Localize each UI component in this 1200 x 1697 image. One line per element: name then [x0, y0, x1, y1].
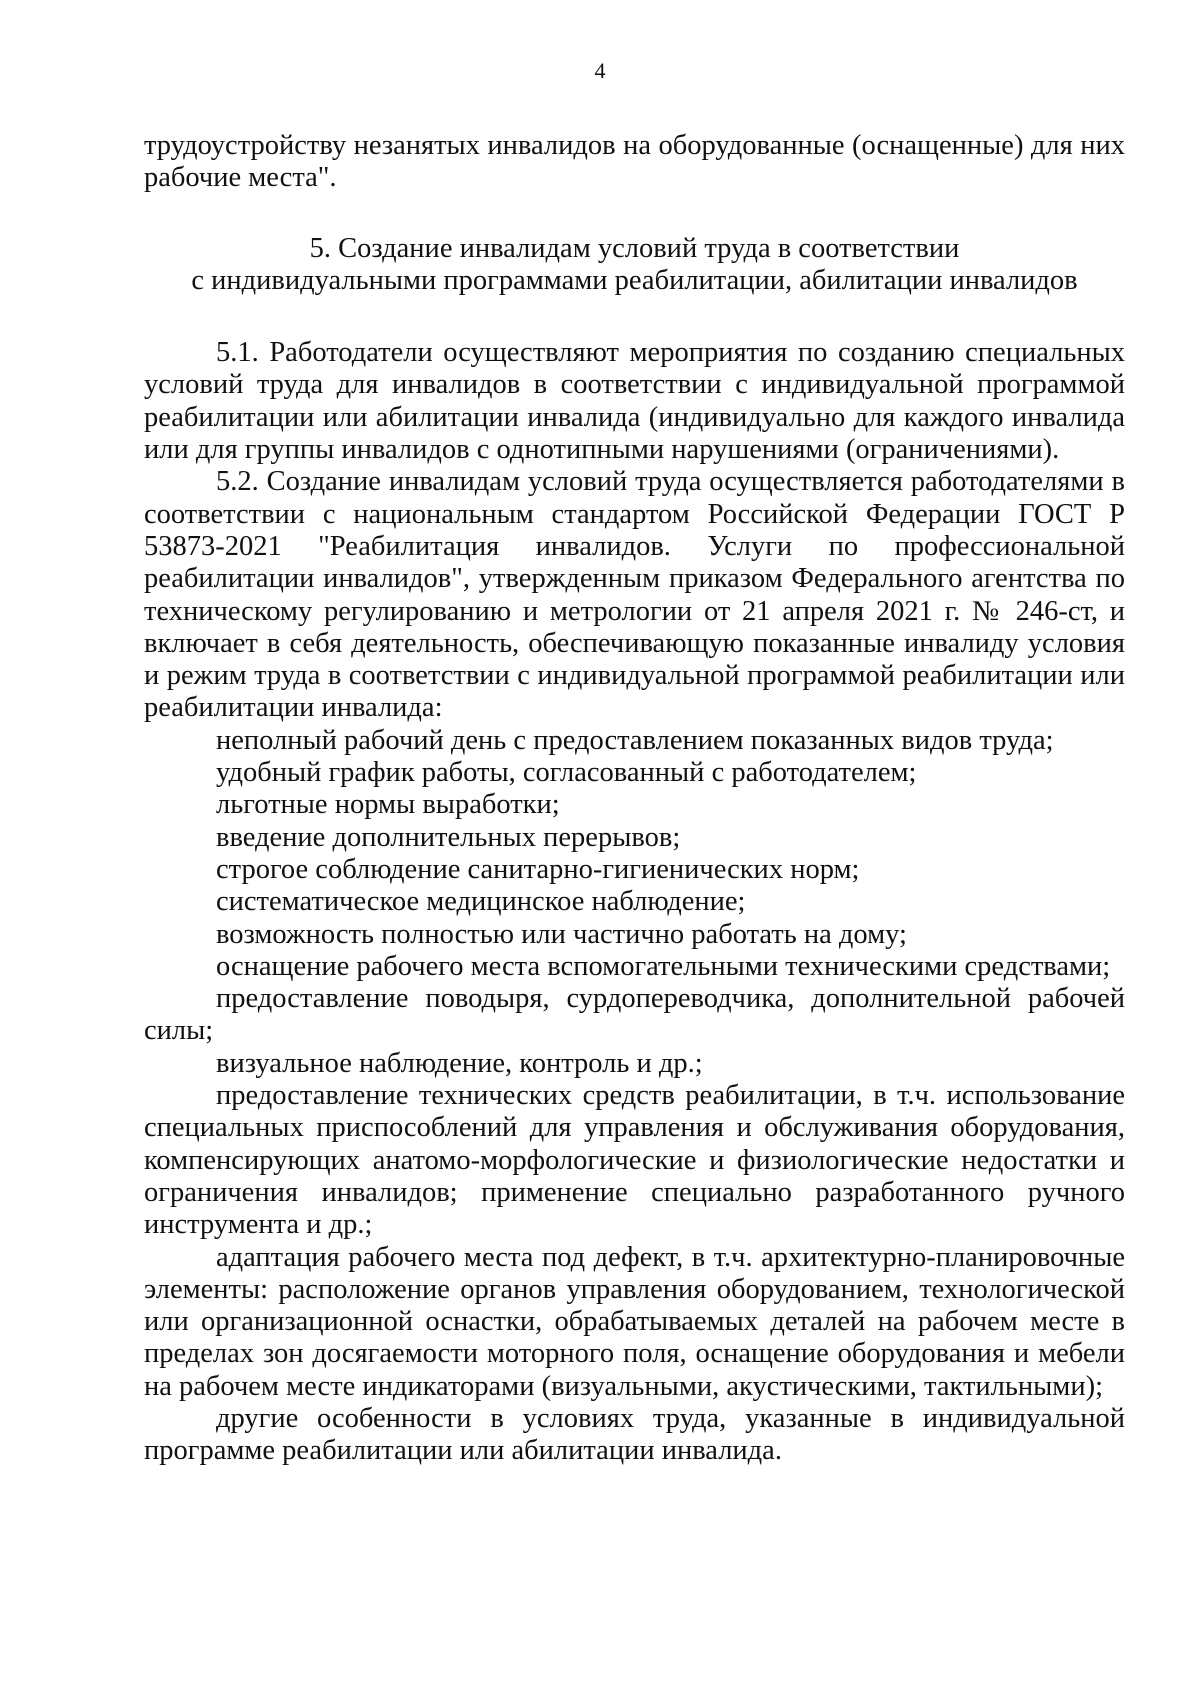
- section-5-heading: [144, 233, 1125, 298]
- list-item: удобный график работы, согласованный с работодателем;: [216, 757, 917, 789]
- list-item: неполный рабочий день с предоставлением показанных видов труда;: [216, 724, 1054, 756]
- section-5-heading-line-1: 5. Создание инвалидам условий труда в соответствии: [309, 232, 960, 264]
- list-item: предоставление технических средств реабилитации, в т.ч. использование специальных приспособлений для управления и обслуживания оборудования, компенсирующих анатомо-морфологические и физиологические недостатки и ограничения инвалидов; применение специально разработанного ручного инструмента и др.;: [144, 1080, 1125, 1241]
- list-item: строгое соблюдение санитарно-гигиенических норм;: [216, 853, 860, 885]
- intro-continuation-paragraph: трудоустройству незанятых инвалидов на оборудованные (оснащенные) для них рабочие места".: [144, 130, 1125, 194]
- list-item: оснащение рабочего места вспомогательными техническими средствами;: [216, 950, 1111, 982]
- paragraph-5-1: 5.1. Работодатели осуществляют мероприятия по созданию специальных условий труда для инвалидов в соответствии с индивидуальной программой реабилитации или абилитации инвалида (индивидуально для каждого инвалида или для группы инвалидов с однотипными нарушениями (ограничениями).: [144, 337, 1125, 466]
- list-item: предоставление поводыря, сурдопереводчика, дополнительной рабочей силы;: [144, 983, 1125, 1047]
- section-5-heading-line-2: с индивидуальными программами реабилитации, абилитации инвалидов: [191, 264, 1078, 296]
- list-item: льготные нормы выработки;: [216, 789, 560, 821]
- list-item: другие особенности в условиях труда, указанные в индивидуальной программе реабилитации или абилитации инвалида.: [144, 1402, 1125, 1467]
- list-item: введение дополнительных перерывов;: [216, 821, 681, 853]
- paragraph-5-2: 5.2. Создание инвалидам условий труда осуществляется работодателями в соответствии с национальным стандартом Российской Федерации ГОСТ Р 53873-2021 "Реабилитация инвалидов. Услуги по профессиональной реабилитации инвалидов", утвержденным приказом Федерального агентства по техническому регулированию и метрологии от 21 апреля 2021 г. № 246-ст, и включает в себя деятельность, обеспечивающую показанные инвалиду условия и режим труда в соответствии с индивидуальной программой реабилитации или реабилитации инвалида:: [144, 466, 1125, 724]
- list-item: адаптация рабочего места под дефект, в т.ч. архитектурно-планировочные элементы: расположение органов управления оборудованием, технологической или организационной оснастки, обрабатываемых деталей на рабочем месте в пределах зон досягаемости моторного поля, оснащение оборудования и мебели на рабочем месте индикаторами (визуальными, акустическими, тактильными);: [144, 1241, 1125, 1402]
- page-number: 4: [594, 58, 606, 83]
- list-item: возможность полностью или частично работать на дому;: [216, 918, 907, 950]
- list-item: визуальное наблюдение, контроль и др.;: [216, 1047, 703, 1079]
- list-item: систематическое медицинское наблюдение;: [216, 886, 746, 918]
- working-conditions-list: [144, 725, 1125, 1468]
- document-body: [144, 130, 1125, 1468]
